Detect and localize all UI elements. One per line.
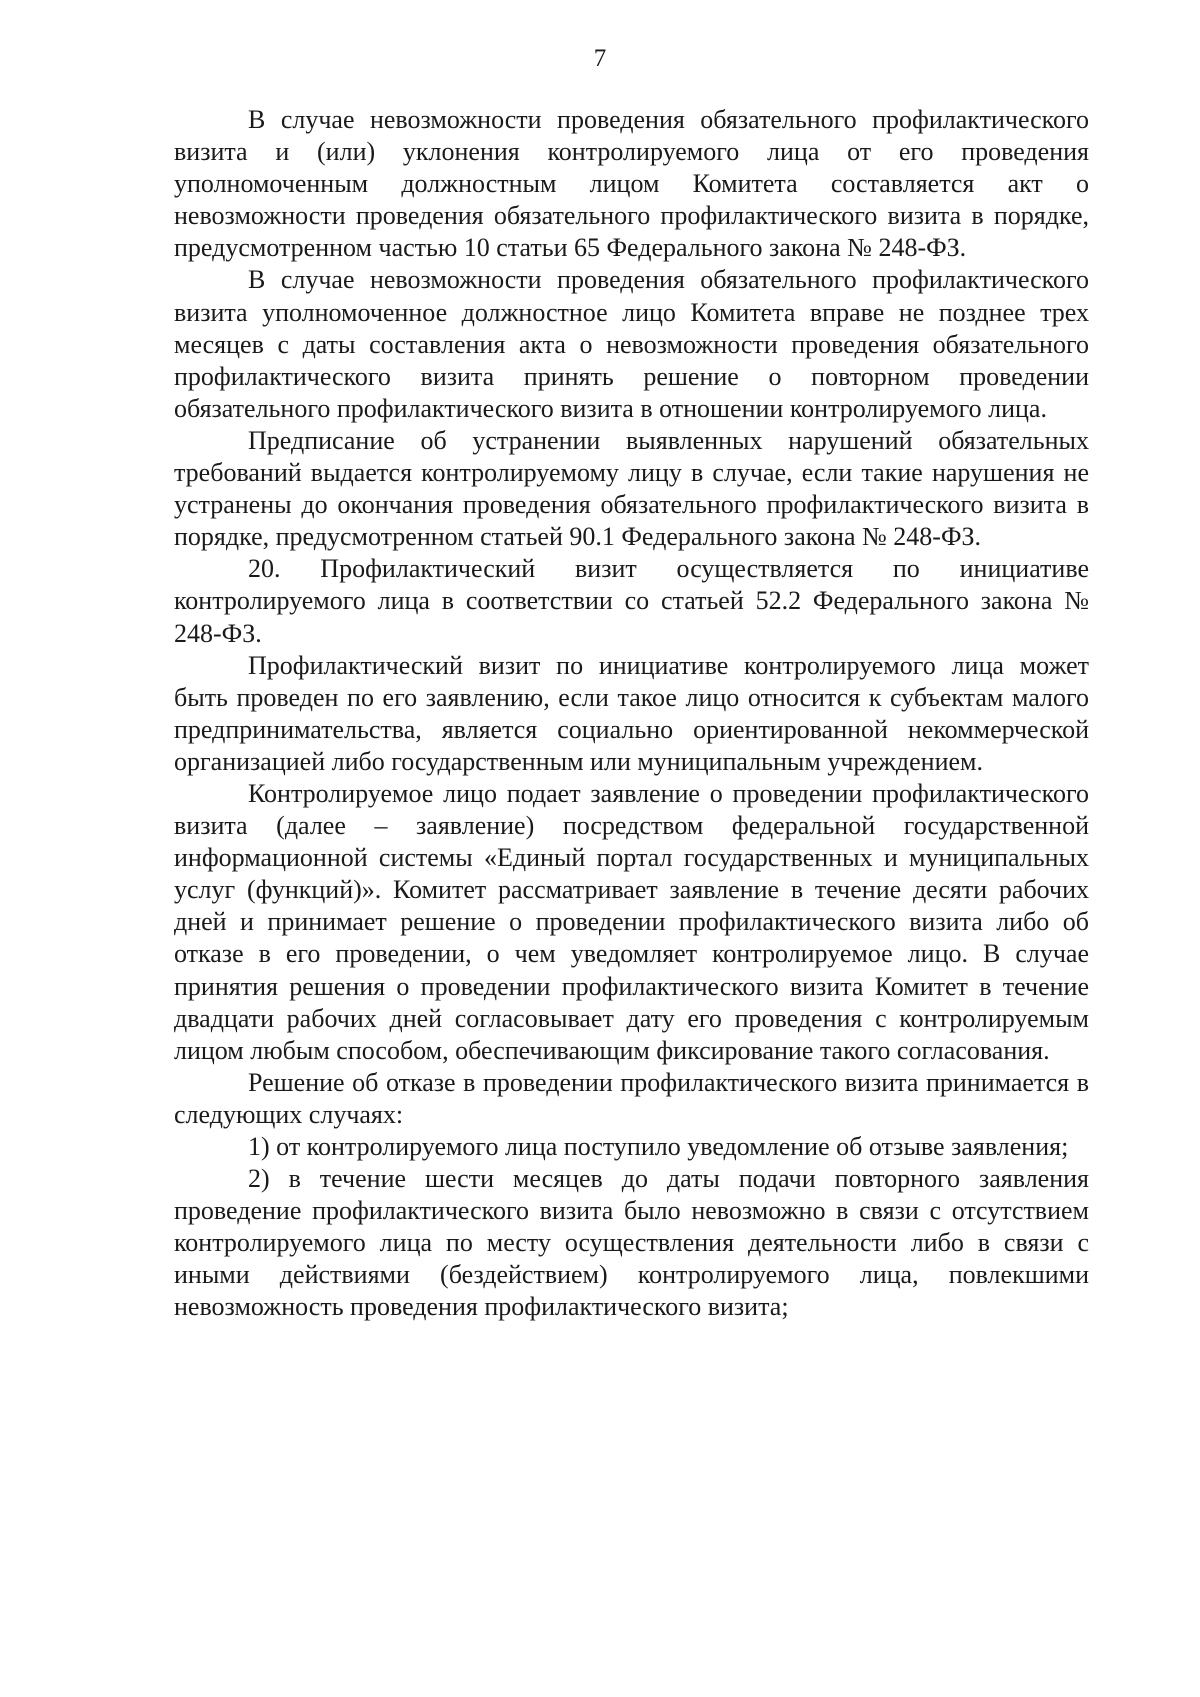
paragraph-impossibility-act: В случае невозможности проведения обязательного профилактического визита и (или) уклонения контролируемого лица от его проведения уполномоченным должностным лицом Комитета составляется акт о невозможности проведения обязательного профилактического визита в порядке, предусмотренном частью 10 статьи 65 Федерального закона № 248-ФЗ. [174,105,1089,263]
paragraph-repeat-visit: В случае невозможности проведения обязательного профилактического визита уполномоченное должностное лицо Комитета вправе не позднее трех месяцев с даты составления акта о невозможности проведения обязательного профилактического визита принять решение о повторном проведении обязательного профилактического визита в отношении контролируемого лица. [174,265,1089,423]
paragraph-application-procedure: Контролируемое лицо подает заявление о проведении профилактического визита (далее – заявление) посредством федеральной государственной информационной системы «Единый портал государственных и муниципальных услуг (функций)». Комитет рассматривает заявление в течение десяти рабочих дней и принимает решение о проведении профилактического визита либо об отказе в его проведении, о чем уведомляет контролируемое лицо. В случае принятия решения о проведении профилактического визита Комитет в течение двадцати рабочих дней согласовывает дату его проведения с контролируемым лицом любым способом, обеспечивающим фиксирование такого согласования. [174,778,1089,1065]
page-number: 7 [593,45,607,72]
document-body [174,104,1089,1324]
paragraph-item-20: 20. Профилактический визит осуществляется по инициативе контролируемого лица в соответствии со статьей 52.2 Федерального закона № 248-ФЗ. [174,554,1089,648]
list-item-1: 1) от контролируемого лица поступило уведомление об отзыве заявления; [248,1132,1069,1161]
paragraph-visit-eligibility: Профилактический визит по инициативе контролируемого лица может быть проведен по его заявлению, если такое лицо относится к субъектам малого предпринимательства, является социально ориентированной некоммерческой организацией либо государственным или муниципальным учреждением. [174,650,1089,776]
list-item-2: 2) в течение шести месяцев до даты подачи повторного заявления проведение профилактического визита было невозможно в связи с отсутствием контролируемого лица по месту осуществления деятельности либо в связи с иными действиями (бездействием) контролируемого лица, повлекшими невозможность проведения профилактического визита; [174,1164,1089,1322]
paragraph-refusal-cases: Решение об отказе в проведении профилактического визита принимается в следующих случаях: [174,1067,1089,1129]
paragraph-prescription: Предписание об устранении выявленных нарушений обязательных требований выдается контролируемому лицу в случае, если такие нарушения не устранены до окончания проведения обязательного профилактического визита в порядке, предусмотренном статьей 90.1 Федерального закона № 248-ФЗ. [174,425,1089,552]
